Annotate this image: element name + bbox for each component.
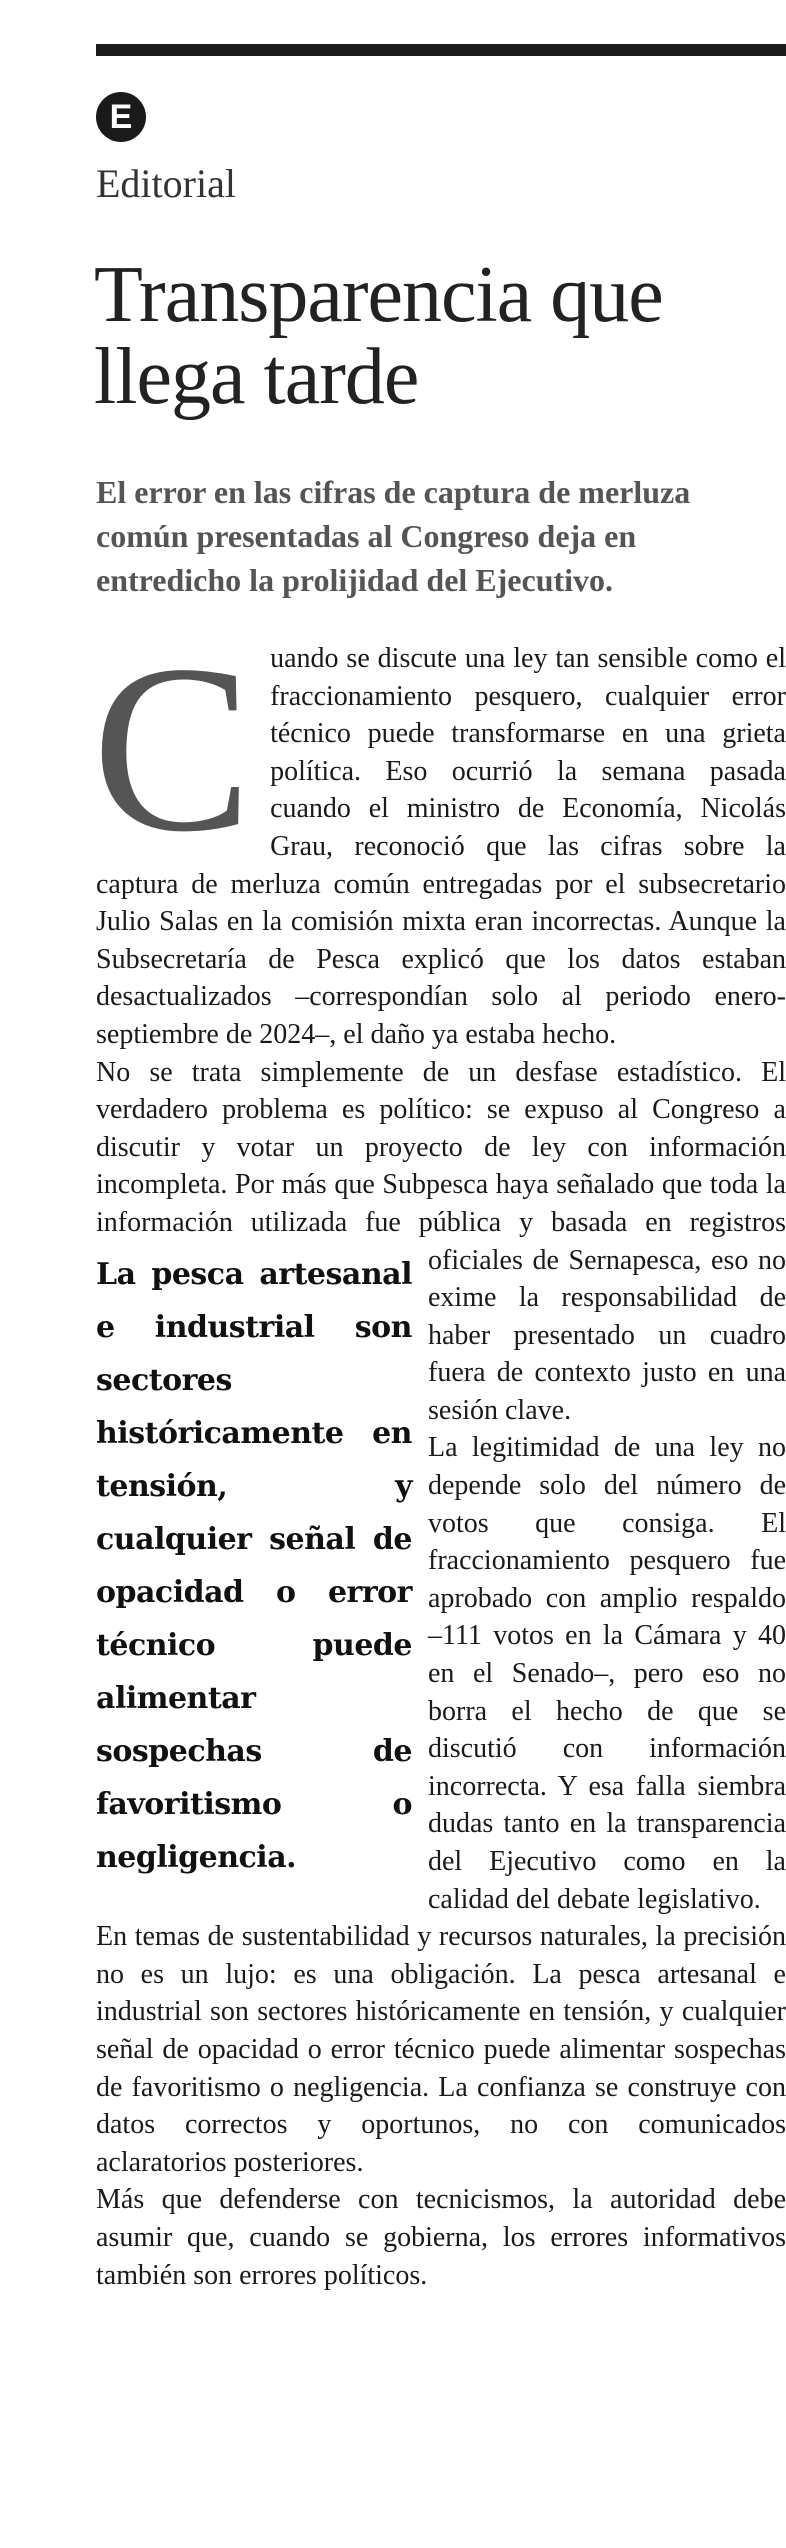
top-rule (96, 44, 786, 56)
deck: El error en las cifras de captura de merluza común presentadas al Congreso deja en entredicho la prolijidad del Ejecutivo. (96, 474, 691, 598)
paragraph-2-lead: No se trata simplemente de un desfase estadístico. El verdadero problema es político: se expuso al Congreso a discutir y votar un proyecto de ley con información incompleta. Por más que Subpesca haya señalado que toda la información utilizada fue pública y ba (96, 1056, 786, 1238)
paragraph-4: En temas de sustentabilidad y recursos naturales, la precisión no es un lujo: es una obligación. La pesca artesanal e industrial son sectores históricamente en tensión, y cualquier señal de opacidad o error técnico puede alimentar sospechas de favoritismo o negligencia. La confianza se construye con datos correctos y oportunos, no con comunicados aclaratorios posteriores. (96, 1921, 786, 2178)
section-label: Editorial (96, 161, 236, 206)
section-badge: E (96, 92, 146, 142)
pull-quote: La pesca artesanal e industrial son sectores históricamente en tensión, y cualquier señal de opacidad o error técnico puede alimentar sospechas de favoritismo o negligencia. (96, 1256, 412, 1875)
headline: Transparencia que llega tarde (94, 251, 663, 421)
drop-cap: C (92, 615, 253, 881)
paragraph-5: Más que defenderse con tecnicismos, la autoridad debe asumir que, cuando se gobierna, los errores informativos también son errores políticos. (96, 2184, 786, 2291)
article-body (92, 615, 786, 2294)
paragraph-1: uando se discute una ley tan sensible como el fraccionamiento pesquero, cualquier error técnico puede transformarse en una grieta política. Eso ocurrió la semana pasada cuando el ministro de Economía, Nicolás Grau, reconoció que las cifras sobre la captura de merluza común entregadas por el subsecretario Julio Salas en la comisión mixta eran incorrectas. Aunque la Subsecretaría de Pesca explicó que los datos estaban desactualizados –correspondían solo al periodo enero-septiembre de 2024–, el daño ya estaba hecho. (96, 643, 786, 1050)
paragraph-2-rest: sada en registros oficiales de Sernapesca, eso no exime la responsabilidad de haber presentado un cuadro fuera de contexto justo en una sesión clave. (428, 1206, 786, 1426)
paragraph-3: La legitimidad de una ley no depende solo del número de votos que consiga. El fraccionamiento pesquero fue aprobado con amplio respaldo –111 votos en la Cámara y 40 en el Senado–, pero eso no borra el hecho de que se discutió con información incorrecta. Y esa falla siembra dudas tanto en la transparencia del Ejecutivo como en la calidad del debate legislativo. (428, 1432, 786, 1915)
